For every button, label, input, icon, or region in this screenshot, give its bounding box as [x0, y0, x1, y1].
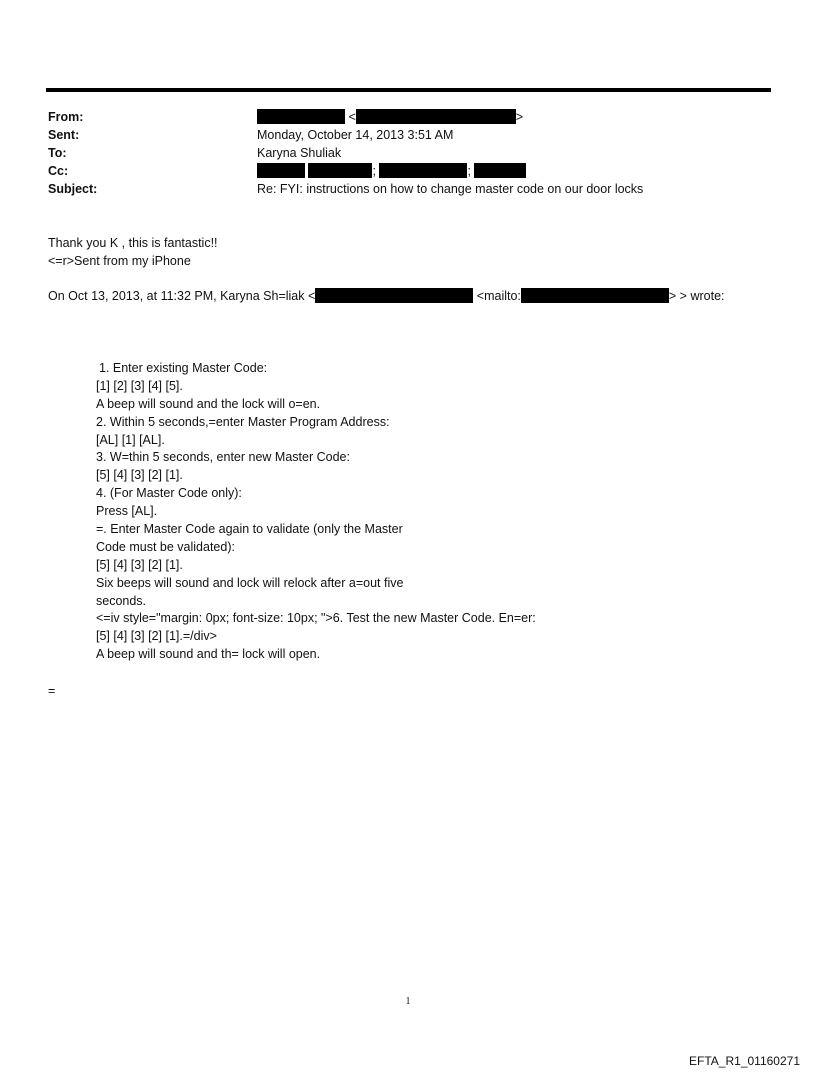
document-id: EFTA_R1_01160271 [689, 1054, 800, 1068]
subject-value: Re: FYI: instructions on how to change master code on our door locks [257, 182, 644, 196]
sent-value: Monday, October 14, 2013 3:51 AM [257, 128, 454, 142]
to-label: To: [48, 146, 67, 160]
cc-label: Cc: [48, 164, 69, 178]
step-line: [5] [4] [3] [2] [1]. [96, 468, 183, 483]
quote-prefix: On Oct 13, 2013, at 11:32 PM, Karyna Sh=liak < [48, 289, 316, 303]
page-number: 1 [405, 996, 411, 1007]
redaction-block [474, 163, 526, 178]
step-line: 2. Within 5 seconds,=enter Master Program Address: [96, 414, 390, 429]
sent-label: Sent: [48, 128, 80, 142]
quote-suffix: > > wrote: [668, 289, 725, 303]
step-line: [1] [2] [3] [4] [5]. [96, 378, 183, 393]
step-line: [5] [4] [3] [2] [1]. [96, 557, 183, 572]
step-line: Code must be validated): [96, 539, 235, 554]
redaction-block [356, 109, 516, 124]
instructions [96, 360, 536, 664]
step-line: <=iv style="margin: 0px; font-size: 10px; ">6. Test the new Master Code. En=er: [96, 611, 536, 626]
redaction-block [521, 288, 669, 303]
thanks-line: Thank you K , this is fantastic!! [48, 236, 218, 250]
header-rule [46, 88, 771, 92]
step-line: 4. (For Master Code only): [96, 486, 242, 501]
step-line: seconds. [96, 593, 147, 608]
quote-mailto: <mailto: [476, 289, 521, 303]
step-line: Press [AL]. [96, 504, 158, 519]
cc-value: ; ; [257, 162, 526, 180]
step-line: A beep will sound and th= lock will open. [96, 647, 321, 662]
from-value: < > [257, 108, 523, 126]
redaction-block [257, 109, 345, 124]
redaction-block [308, 163, 372, 178]
step-line: [AL] [1] [AL]. [96, 432, 165, 447]
from-label: From: [48, 110, 84, 124]
redaction-block [379, 163, 467, 178]
to-value: Karyna Shuliak [257, 146, 342, 160]
step-line: Six beeps will sound and lock will relock after a=out five [96, 575, 404, 590]
signature-line: <=r>Sent from my iPhone [48, 254, 191, 268]
redaction-block [315, 288, 473, 303]
step-line: 3. W=thin 5 seconds, enter new Master Code: [96, 450, 350, 465]
step-line: =. Enter Master Code again to validate (only the Master [96, 522, 403, 537]
step-line: A beep will sound and the lock will o=en. [96, 396, 321, 411]
step-line: [5] [4] [3] [2] [1].=/div> [96, 629, 217, 644]
quote-header [48, 287, 725, 305]
trailer: = [48, 684, 56, 698]
subject-label: Subject: [48, 182, 98, 196]
step-line: 1. Enter existing Master Code: [99, 361, 268, 375]
redaction-block [257, 163, 305, 178]
